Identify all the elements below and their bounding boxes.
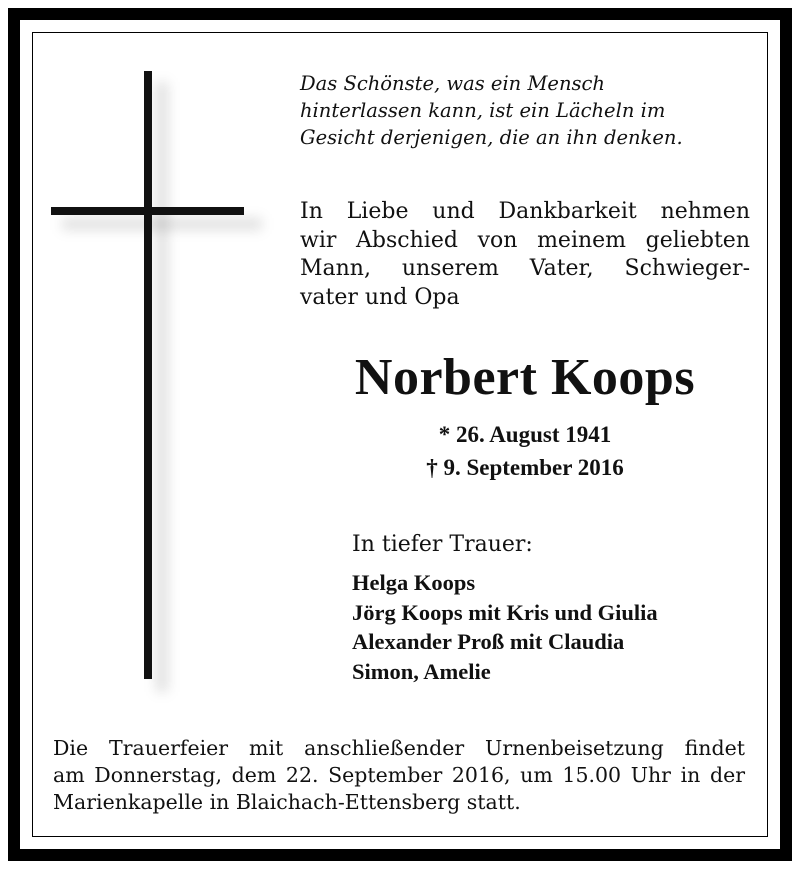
service-line: Marienkapelle in Blaichach-Ettensberg statt. [53, 790, 521, 814]
mourner-name: Simon, Amelie [352, 658, 491, 684]
farewell-line: In Liebe und Dankbarkeit nehmen [300, 199, 750, 224]
farewell-line: Mann, unserem Vater, Schwieger- [300, 256, 750, 281]
farewell-text [300, 198, 750, 312]
quote-line: hinterlassen kann, ist ein Lächeln im [300, 99, 666, 122]
mourners-label: In tiefer Trauer: [352, 532, 533, 557]
mourner-name: Alexander Proß mit Claudia [352, 629, 625, 654]
service-announcement [53, 735, 745, 816]
quote-line: Gesicht derjenigen, die an ihn denken. [300, 126, 683, 149]
mourner-name: Jörg Koops mit Kris und Giulia [352, 599, 658, 625]
quote-line: Das Schönste, was ein Mensch [300, 72, 605, 95]
farewell-line: wir Abschied von meinem geliebten [300, 227, 750, 253]
mourners-list [352, 568, 658, 686]
service-line: am Donnerstag, dem 22. September 2016, um 15.00 Uhr in der [53, 763, 745, 787]
memorial-quote [300, 70, 740, 151]
service-line: Die Trauerfeier mit anschließender Urnenbeisetzung findet [53, 736, 745, 760]
birth-date: * 26. August 1941 [438, 422, 612, 447]
mourner-name: Helga Koops [352, 570, 476, 595]
death-date: † 9. September 2016 [426, 455, 624, 480]
deceased-name: Norbert Koops [354, 349, 696, 406]
farewell-line: vater und Opa [300, 284, 460, 310]
life-dates [290, 418, 760, 484]
